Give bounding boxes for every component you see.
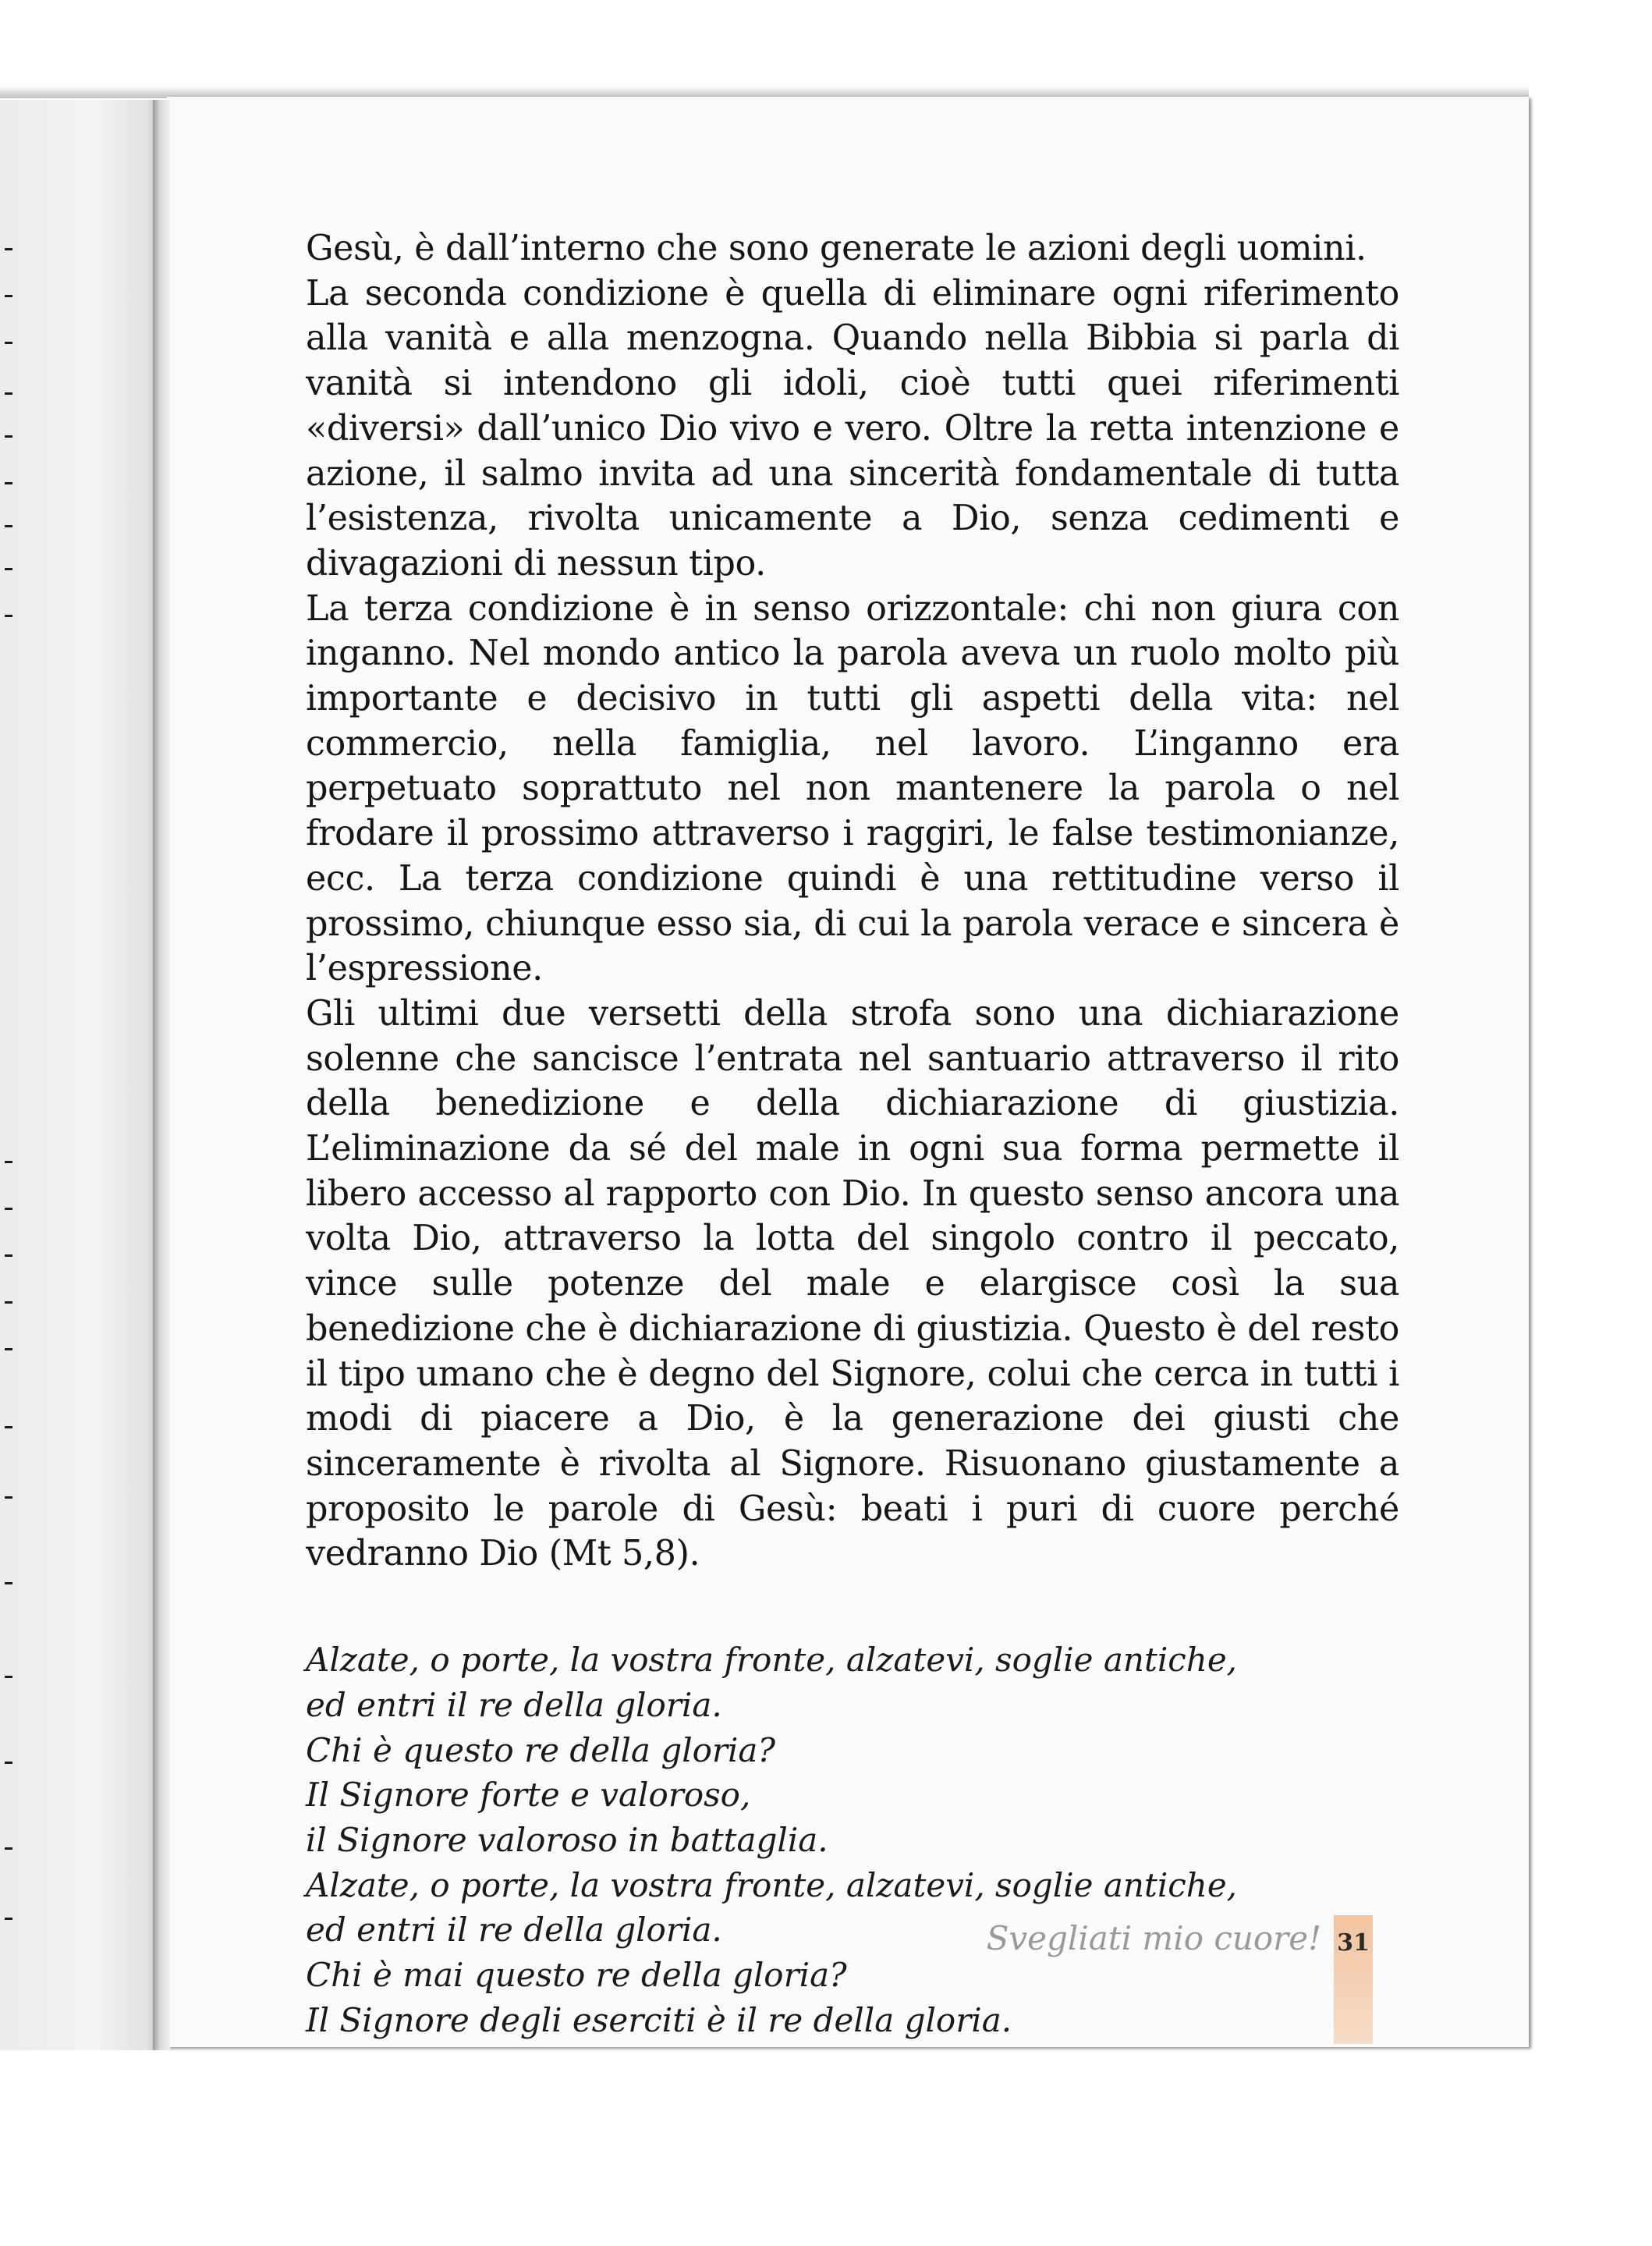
edge-mark bbox=[5, 435, 12, 438]
verse-line: Alzate, o porte, la vostra fronte, alzatevi, soglie antiche, bbox=[306, 1865, 1238, 1904]
paragraph: Gesù, è dall’interno che sono generate le azioni degli uomini. bbox=[306, 229, 1367, 268]
book-title-footer: Svegliati mio cuore! bbox=[986, 1919, 1321, 1957]
paragraph: Gli ultimi due versetti della strofa sono una dichiarazione solenne che sancisce l’entrata nel santuario attraverso il rito della benedizione e della dichiarazione di giustizia. L’eliminazione da sé del male in ogni sua forma permette il libero accesso al rapporto con Dio. In questo senso ancora una volta Dio, attraverso la lotta del singolo contro il peccato, vince sulle potenze del male e elargisce così la sua benedizione che è dichiarazione di giustizia. Questo è del resto il tipo umano che è degno del Signore, colui che cerca in tutti i modi di piacere a Dio, è la generazione dei giusti che sinceramente è rivolta al Signore. Risuonano giustamente a proposito le parole di Gesù: beati i puri di cuore perché vedranno Dio (Mt 5,8). bbox=[306, 993, 1399, 1574]
paragraph: La seconda condizione è quella di eliminare ogni riferimento alla vanità e alla menzogna. Quando nella Bibbia si parla di vanità si intendono gli idoli, cioè tutti quei riferimenti «diversi» dall’unico Dio vivo e vero. Oltre la retta intenzione e azione, il salmo invita ad una sincerità fondamentale di tutta l’esistenza, rivolta unicamente a Dio, senza cedimenti e divagazioni di nessun tipo. bbox=[306, 273, 1399, 584]
page-number: 31 bbox=[1337, 1929, 1370, 1957]
edge-mark bbox=[5, 1676, 12, 1678]
edge-mark bbox=[5, 1582, 12, 1584]
edge-mark bbox=[5, 392, 12, 395]
edge-mark bbox=[5, 568, 12, 570]
edge-mark bbox=[5, 1847, 12, 1850]
edge-mark bbox=[5, 342, 12, 344]
edge-mark bbox=[5, 1301, 12, 1304]
verse-line: Il Signore forte e valoroso, bbox=[306, 1776, 751, 1815]
edge-mark bbox=[5, 295, 12, 297]
psalm-verse bbox=[306, 1637, 1399, 2042]
edge-mark bbox=[5, 525, 12, 527]
edge-mark bbox=[5, 1348, 12, 1350]
paragraph: La terza condizione è in senso orizzontale: chi non giura con inganno. Nel mondo antico la parola aveva un ruolo molto più importante e decisivo in tutti gli aspetti della vita: nel commercio, nella famiglia, nel lavoro. L’inganno era perpetuato soprattuto nel non mantenere la parola o nel frodare il prossimo attraverso i raggiri, le false testimonianze, ecc. La terza condizione quindi è una rettitudine verso il prossimo, chiunque esso sia, di cui la parola verace e sincera è l’espressione. bbox=[306, 588, 1399, 989]
edge-mark bbox=[5, 1161, 12, 1163]
edge-mark bbox=[5, 1208, 12, 1210]
edge-mark bbox=[5, 1254, 12, 1257]
verse-line: Alzate, o porte, la vostra fronte, alzatevi, soglie antiche, bbox=[306, 1641, 1238, 1680]
verse-line: ed entri il re della gloria. bbox=[306, 1685, 722, 1724]
edge-mark bbox=[5, 1426, 12, 1428]
edge-mark bbox=[5, 482, 12, 484]
edge-mark bbox=[5, 1762, 12, 1764]
book-gutter bbox=[153, 100, 170, 2050]
edge-mark bbox=[5, 1918, 12, 1920]
verse-line: il Signore valoroso in battaglia. bbox=[306, 1820, 828, 1859]
verse-line: Chi è questo re della gloria? bbox=[306, 1730, 775, 1769]
verse-line: Il Signore degli eserciti è il re della gloria. bbox=[306, 2000, 1012, 2039]
page-number-tab bbox=[1334, 1915, 1373, 2044]
verse-line: ed entri il re della gloria. bbox=[306, 1911, 722, 1950]
prose-section bbox=[306, 226, 1399, 1577]
left-facing-page bbox=[0, 100, 160, 2050]
edge-mark bbox=[5, 615, 12, 617]
edge-mark bbox=[5, 1496, 12, 1499]
edge-mark bbox=[5, 248, 12, 250]
page-body bbox=[306, 226, 1399, 2042]
verse-line: Chi è mai questo re della gloria? bbox=[306, 1956, 847, 1995]
